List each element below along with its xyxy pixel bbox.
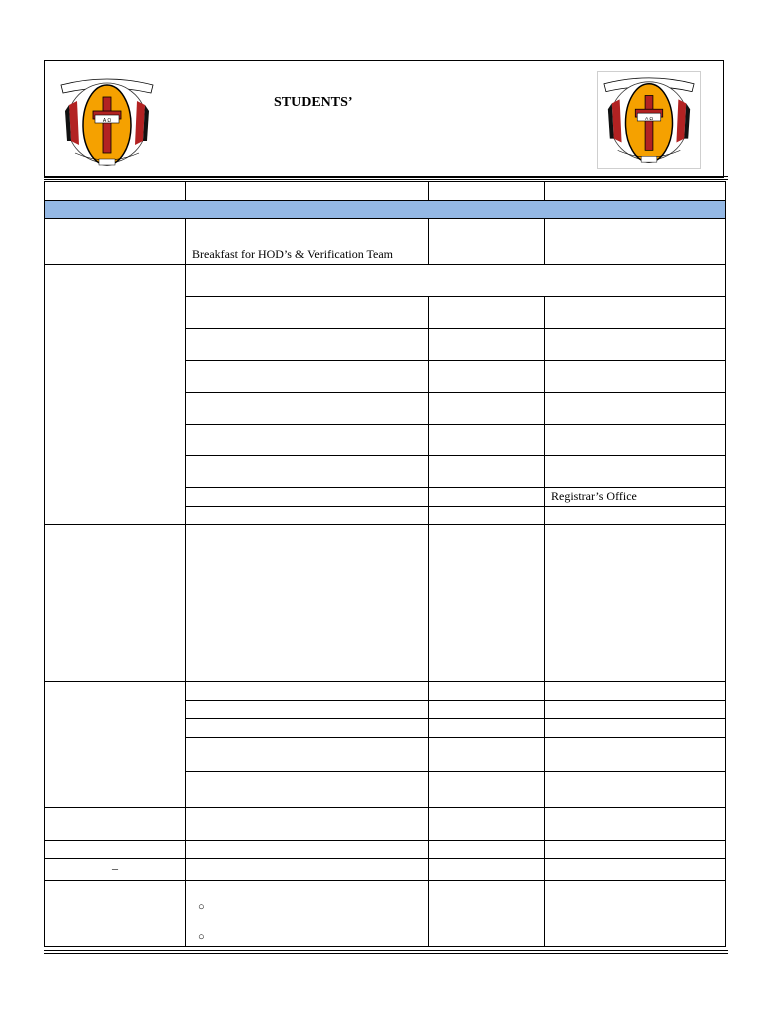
table-cell <box>429 808 545 841</box>
table-cell <box>545 456 726 488</box>
dash-cell: – <box>45 859 186 881</box>
table-cell <box>186 393 429 425</box>
table-cell <box>429 329 545 361</box>
table-cell <box>186 841 429 859</box>
table-cell <box>545 859 726 881</box>
table-cell <box>45 182 186 201</box>
table-cell <box>429 361 545 393</box>
university-crest-icon <box>597 71 701 169</box>
table-cell <box>186 361 429 393</box>
table-row <box>45 265 726 297</box>
table-cell <box>186 808 429 841</box>
table-cell <box>429 738 545 772</box>
table-cell <box>429 841 545 859</box>
document-header <box>44 60 724 178</box>
table-cell <box>429 456 545 488</box>
table-cell <box>45 808 186 841</box>
table-cell <box>429 772 545 808</box>
footer-rule <box>44 953 728 954</box>
table-cell <box>186 182 429 201</box>
table-cell <box>545 393 726 425</box>
table-cell <box>186 425 429 456</box>
table-row <box>45 841 726 859</box>
table-cell <box>429 297 545 329</box>
table-cell <box>545 525 726 682</box>
table-row <box>45 859 726 881</box>
table-cell <box>45 841 186 859</box>
table-row <box>45 182 726 201</box>
section-band-row <box>45 201 726 219</box>
table-cell <box>186 772 429 808</box>
table-cell <box>429 859 545 881</box>
table-cell <box>45 525 186 682</box>
table-cell <box>186 297 429 329</box>
svg-text:A Ω: A Ω <box>102 118 112 124</box>
table-cell <box>186 738 429 772</box>
header-rule <box>44 179 728 180</box>
table-cell <box>186 701 429 719</box>
bullet-icon: ○ <box>198 931 205 943</box>
table-cell <box>429 425 545 456</box>
table-cell <box>545 701 726 719</box>
table-cell <box>429 701 545 719</box>
table-row <box>45 881 726 947</box>
table-cell <box>429 488 545 507</box>
table-cell <box>545 507 726 525</box>
table-cell <box>186 456 429 488</box>
table-cell <box>186 682 429 701</box>
table-cell <box>186 719 429 738</box>
table-cell <box>545 738 726 772</box>
table-cell <box>45 219 186 265</box>
table-cell <box>545 219 726 265</box>
footer-rule <box>44 950 728 951</box>
table-cell <box>429 393 545 425</box>
table-cell <box>429 682 545 701</box>
table-row <box>45 808 726 841</box>
bullet-list-cell <box>186 881 429 947</box>
svg-text:A Ω: A Ω <box>645 117 653 122</box>
table-row <box>45 682 726 701</box>
table-cell <box>186 488 429 507</box>
table-cell <box>545 881 726 947</box>
table-cell <box>45 682 186 808</box>
table-cell <box>186 265 726 297</box>
table-cell <box>429 719 545 738</box>
header-rule <box>44 176 728 177</box>
table-cell <box>186 329 429 361</box>
page-title: STUDENTS’ <box>274 95 353 110</box>
table-cell <box>186 507 429 525</box>
table-row <box>45 219 726 265</box>
office-cell: Registrar’s Office <box>545 488 726 507</box>
table-cell <box>186 525 429 682</box>
table-cell <box>186 859 429 881</box>
table-cell <box>545 329 726 361</box>
table-cell <box>429 507 545 525</box>
university-crest-icon <box>55 71 159 169</box>
section-band <box>45 201 726 219</box>
table-cell <box>545 361 726 393</box>
table-cell <box>429 182 545 201</box>
table-cell <box>429 219 545 265</box>
table-cell <box>45 265 186 525</box>
table-cell <box>545 808 726 841</box>
table-cell <box>545 772 726 808</box>
table-cell <box>545 297 726 329</box>
table-cell <box>545 719 726 738</box>
table-cell <box>545 425 726 456</box>
activity-cell: Breakfast for HOD’s & Verification Team <box>186 219 429 265</box>
table-cell <box>45 881 186 947</box>
table-cell <box>429 525 545 682</box>
table-cell <box>545 682 726 701</box>
table-row <box>45 525 726 682</box>
table-cell <box>429 881 545 947</box>
table-cell <box>545 182 726 201</box>
bullet-icon: ○ <box>198 901 205 913</box>
schedule-table <box>44 181 726 947</box>
table-cell <box>545 841 726 859</box>
